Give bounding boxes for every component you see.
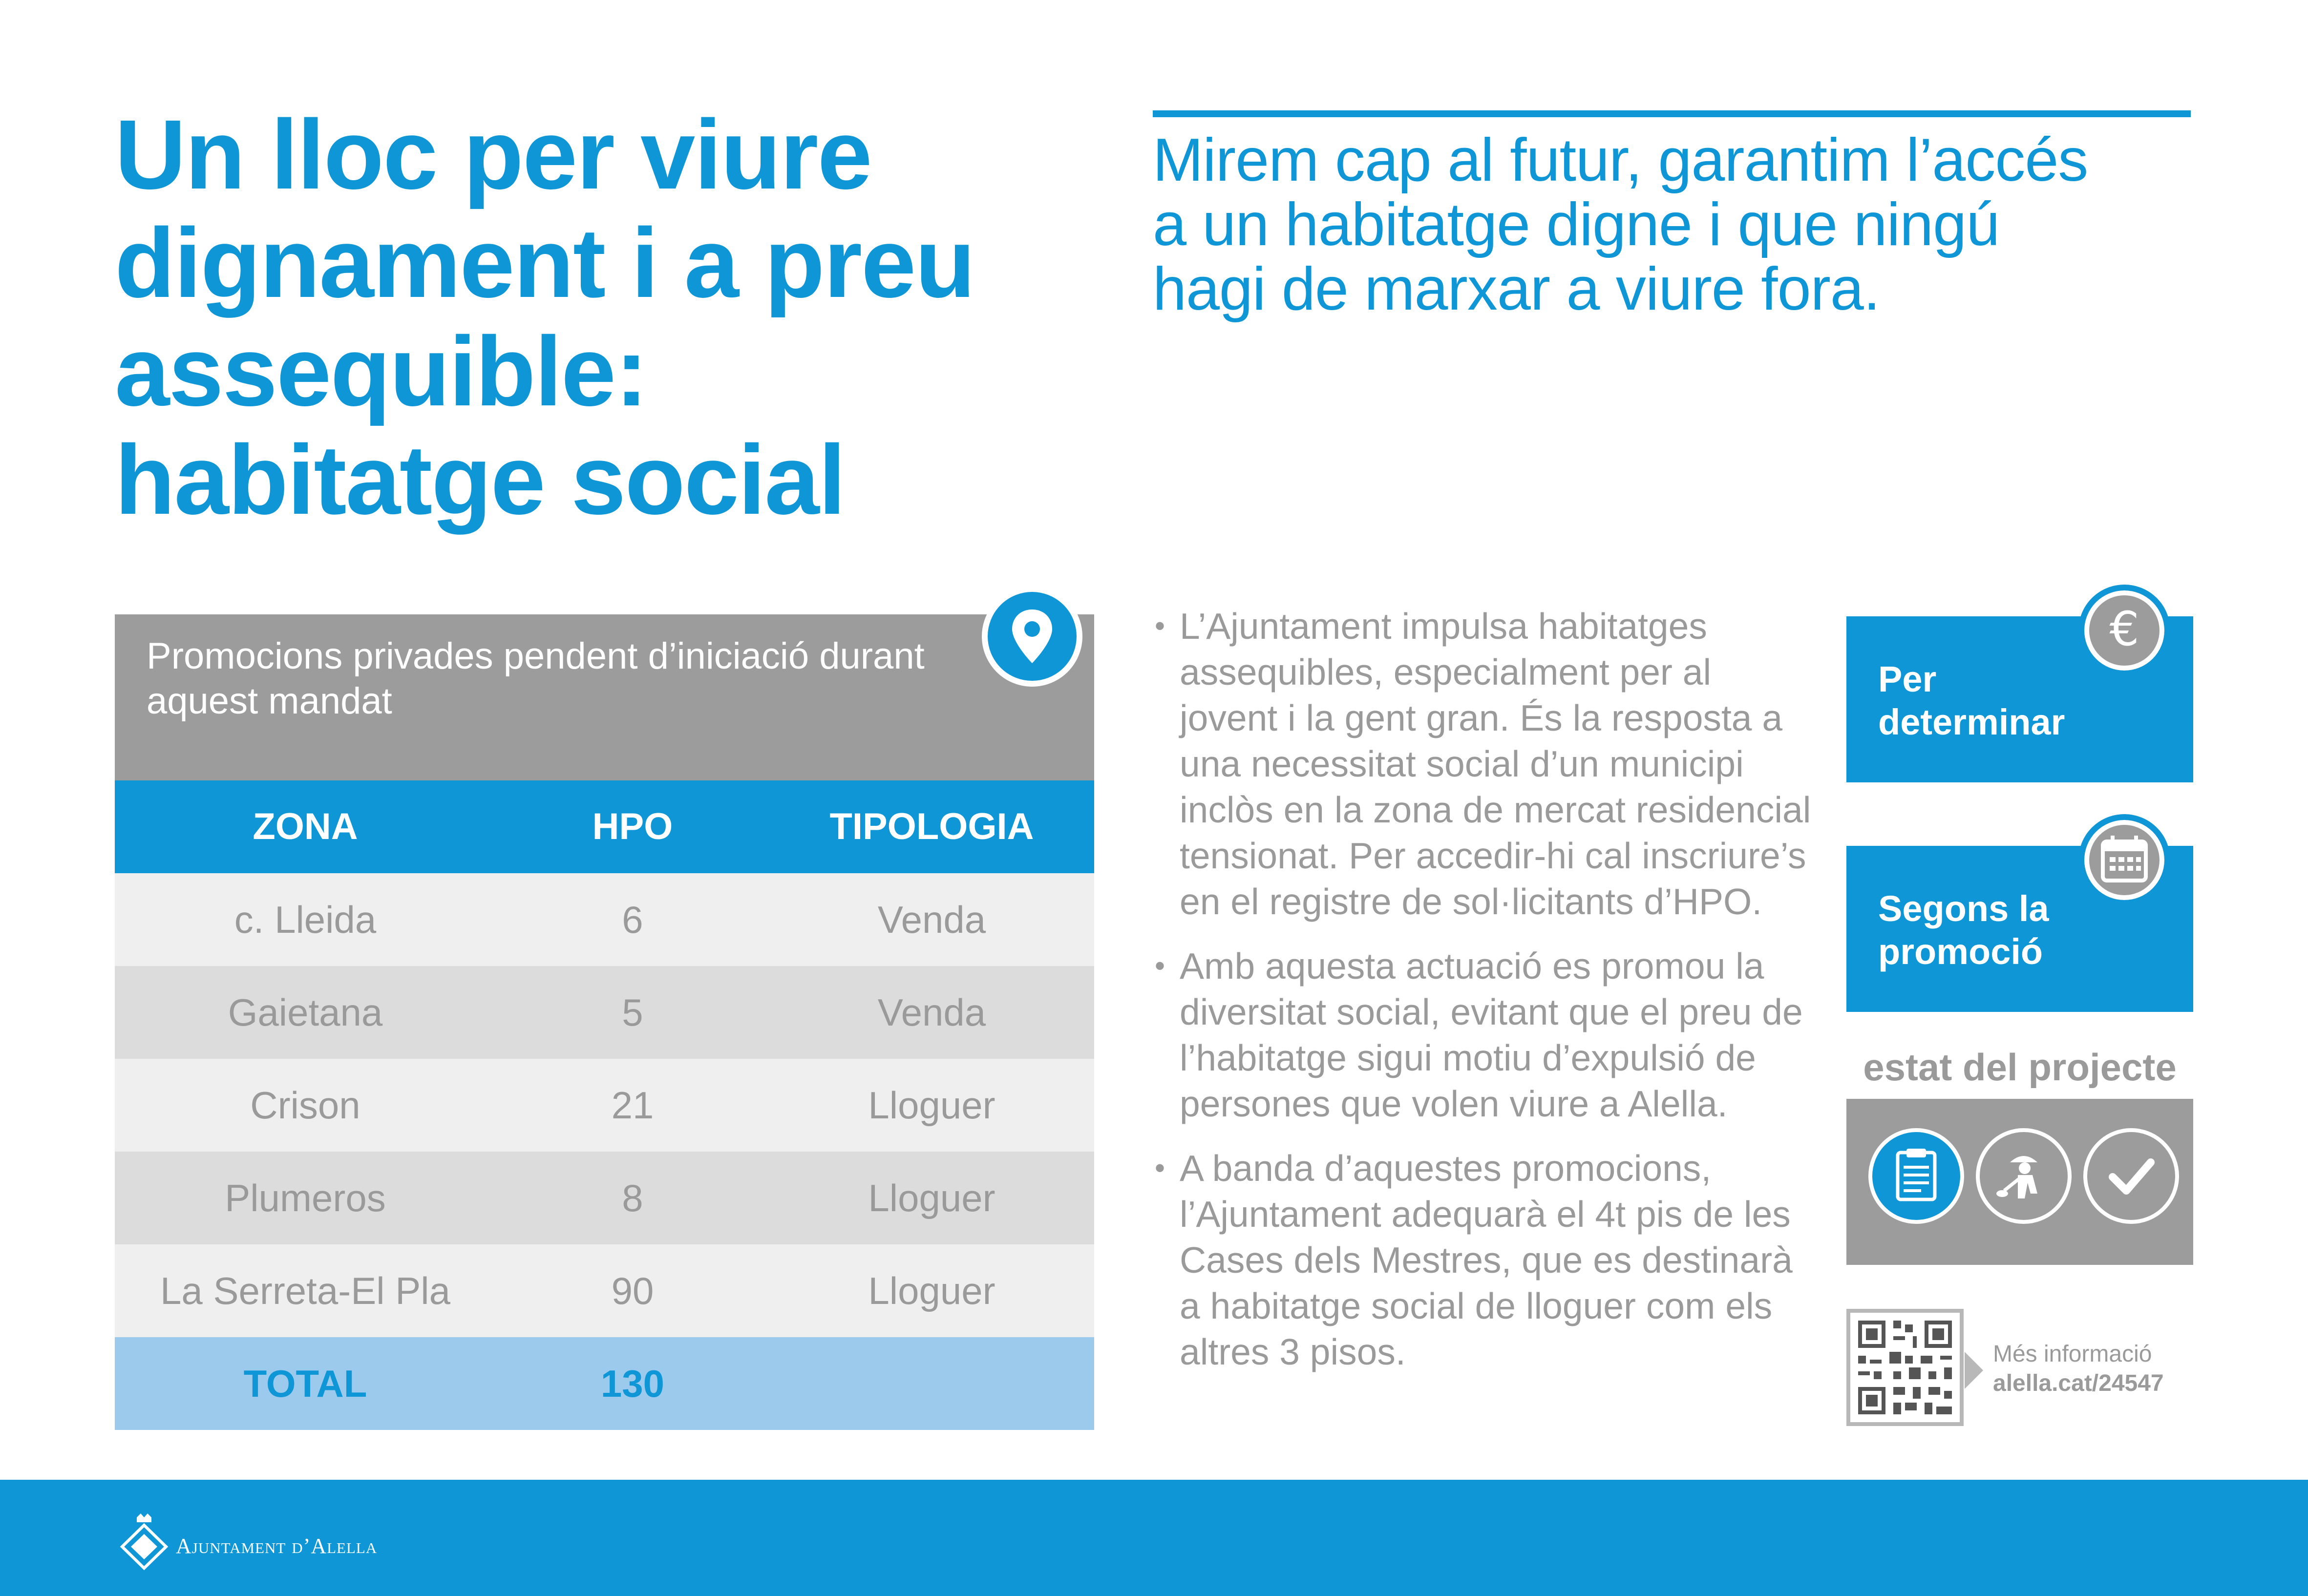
table-row bbox=[115, 1059, 1094, 1152]
footer-bar bbox=[0, 1480, 2308, 1596]
footer-org-name: Ajuntament d’Alella bbox=[176, 1534, 378, 1558]
hpo-cell: 21 bbox=[611, 1084, 654, 1127]
zona-cell: c. Lleida bbox=[234, 898, 377, 941]
total-empty-cell bbox=[769, 1337, 1094, 1430]
hpo-cell: 6 bbox=[622, 898, 643, 941]
zona-cell: Plumeros bbox=[225, 1176, 386, 1219]
schedule-text: Segons la promoció bbox=[1878, 888, 2049, 972]
budget-text: Per determinar bbox=[1878, 659, 2065, 742]
tipologia-cell: Lloguer bbox=[868, 1176, 995, 1219]
table-total-row bbox=[115, 1337, 1094, 1430]
euro-icon bbox=[2078, 585, 2170, 676]
bullet-item: • Amb aquesta actuació es promou la diversitat social, evitant que el preu de l’habitatge sigui motiu d’expulsió de persones que volen viure a Alella. bbox=[1153, 943, 1812, 1127]
zona-cell: Crison bbox=[250, 1084, 360, 1127]
bullet-dot: • bbox=[1155, 1152, 1165, 1184]
tipologia-cell: Venda bbox=[877, 991, 986, 1034]
table-header-row bbox=[115, 780, 1094, 873]
qr-code[interactable] bbox=[1846, 1309, 1964, 1426]
municipal-logo-icon bbox=[117, 1512, 171, 1570]
svg-text:€: € bbox=[2109, 602, 2139, 656]
worker-icon bbox=[1976, 1128, 2072, 1224]
table-row bbox=[115, 966, 1094, 1059]
tipologia-cell: Lloguer bbox=[868, 1269, 995, 1312]
tagline-divider bbox=[1153, 110, 2191, 117]
clipboard-icon bbox=[1868, 1128, 1964, 1224]
main-title: Un lloc per viure dignament i a preu assequible: habitatge social bbox=[115, 99, 974, 535]
tagline: Mirem cap al futur, garantim l’accés a un habitatge digne i que ningú hagi de marxar a viure fora. bbox=[1153, 126, 2088, 323]
hpo-cell: 5 bbox=[622, 991, 643, 1034]
zona-cell: La Serreta-El Pla bbox=[160, 1269, 450, 1312]
project-status-label: estat del projecte bbox=[1863, 1046, 2177, 1089]
column-header-tipologia: TIPOLOGIA bbox=[829, 806, 1034, 847]
promotions-header-text: Promocions privades pendent d’iniciació durant aquest mandat bbox=[147, 635, 925, 722]
promotions-header bbox=[115, 614, 1094, 780]
total-label: TOTAL bbox=[243, 1362, 367, 1405]
tipologia-cell: Lloguer bbox=[868, 1084, 995, 1127]
more-info-link[interactable]: alella.cat/24547 bbox=[1993, 1370, 2164, 1396]
hpo-cell: 8 bbox=[622, 1176, 643, 1219]
bullet-item: • A banda d’aquestes promocions, l’Ajuntament adequarà el 4t pis de les Cases dels Mestres, que es destinarà a habitatge social de lloguer com els altres 3 pisos. bbox=[1153, 1145, 1812, 1375]
table-row bbox=[115, 1152, 1094, 1244]
table-row bbox=[115, 1244, 1094, 1337]
tipologia-cell: Venda bbox=[877, 898, 986, 941]
location-pin-icon bbox=[982, 586, 1082, 687]
bullet-dot: • bbox=[1155, 949, 1165, 982]
hpo-cell: 90 bbox=[611, 1269, 654, 1312]
calendar-icon bbox=[2078, 814, 2170, 906]
column-header-hpo: HPO bbox=[592, 806, 673, 847]
table-row bbox=[115, 873, 1094, 966]
column-header-zona: ZONA bbox=[253, 806, 358, 847]
more-info-label: Més informació bbox=[1993, 1341, 2152, 1367]
arrow-right-icon bbox=[1965, 1352, 1983, 1389]
project-status-panel bbox=[1846, 1099, 2193, 1265]
zona-cell: Gaietana bbox=[228, 991, 383, 1034]
checkmark-icon bbox=[2083, 1128, 2179, 1224]
promotions-card bbox=[115, 614, 1094, 1430]
total-hpo: 130 bbox=[600, 1362, 665, 1405]
bullet-item: • L’Ajuntament impulsa habitatges assequibles, especialment per al jovent i la gent gran. És la resposta a una necessitat social d’un municipi inclòs en la zona de mercat residencial tensionat. Per accedir-hi cal inscriure’s en el registre de sol·licitants d’HPO. bbox=[1153, 603, 1812, 924]
info-bullets bbox=[1153, 603, 1812, 1393]
bullet-dot: • bbox=[1155, 609, 1165, 642]
